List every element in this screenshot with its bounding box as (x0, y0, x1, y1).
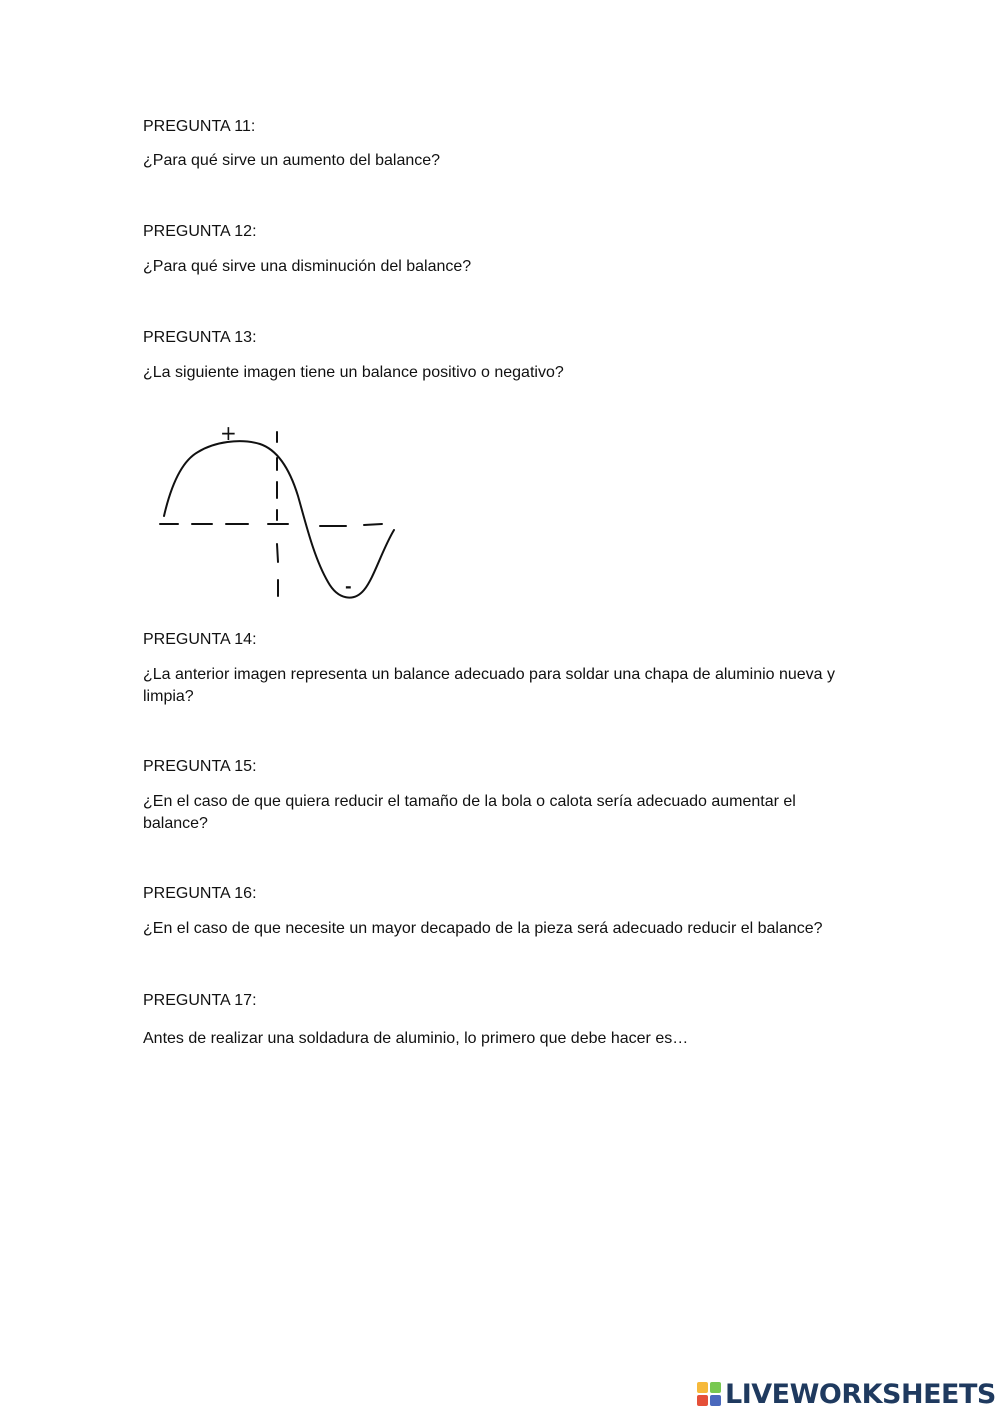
question-11-label: PREGUNTA 11: (143, 118, 256, 135)
minus-sign-label: - (345, 577, 352, 596)
liveworksheets-logo[interactable] (697, 1378, 996, 1410)
balance-waveform-sketch (150, 420, 410, 610)
logo-square-4 (710, 1395, 721, 1406)
logo-text: LIVEWORKSHEETS (725, 1378, 996, 1410)
question-14-label: PREGUNTA 14: (143, 631, 257, 648)
waveform-curve (164, 441, 394, 597)
logo-square-2 (710, 1382, 721, 1393)
question-13-label: PREGUNTA 13: (143, 329, 257, 346)
question-15-text: ¿En el caso de que quiera reducir el tamaño de la bola o calota sería adecuado aumentar el balance? (143, 793, 796, 832)
question-17-text: Antes de realizar una soldadura de aluminio, lo primero que debe hacer es… (143, 1030, 689, 1047)
question-12-text: ¿Para qué sirve una disminución del balance? (143, 258, 472, 275)
logo-grid-icon (697, 1382, 721, 1406)
question-12-label: PREGUNTA 12: (143, 223, 257, 240)
question-15-label: PREGUNTA 15: (143, 758, 257, 775)
logo-square-1 (697, 1382, 708, 1393)
question-17-label: PREGUNTA 17: (143, 992, 257, 1009)
question-16-text: ¿En el caso de que necesite un mayor decapado de la pieza será adecuado reducir el balance? (143, 920, 823, 937)
plus-sign-label: + (220, 421, 237, 445)
question-14-text: ¿La anterior imagen representa un balance adecuado para soldar una chapa de aluminio nueva y limpia? (143, 666, 836, 705)
question-13-text: ¿La siguiente imagen tiene un balance positivo o negativo? (143, 364, 564, 381)
logo-square-3 (697, 1395, 708, 1406)
question-11-text: ¿Para qué sirve un aumento del balance? (143, 152, 441, 169)
question-16-label: PREGUNTA 16: (143, 885, 257, 902)
